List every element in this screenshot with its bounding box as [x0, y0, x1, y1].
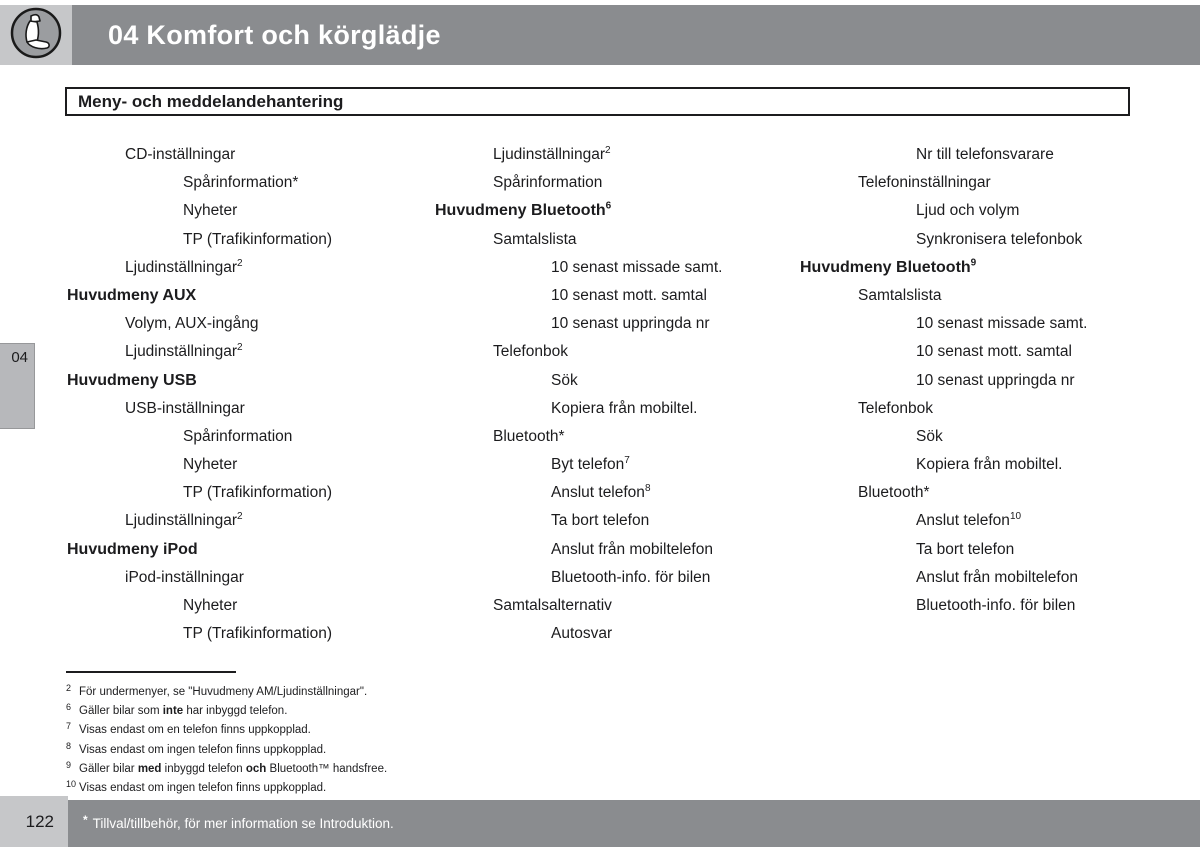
menu-item: Autosvar	[551, 625, 613, 643]
footer-note: Tillval/tillbehör, för mer information se Introduktion.	[92, 816, 394, 831]
footer-bar	[68, 800, 1200, 847]
menu-item: TP (Trafikinformation)	[183, 484, 333, 502]
menu-item: Sök	[551, 371, 578, 389]
menu-item: Spårinformation	[493, 174, 603, 192]
menu-item: Huvudmeny USB	[67, 371, 197, 389]
menu-item: Bluetooth*	[493, 427, 565, 445]
footnote: 7 Visas endast om en telefon finns uppkopplad.	[66, 721, 311, 737]
menu-item: Kopiera från mobiltel.	[551, 399, 698, 417]
menu-item: iPod-inställningar	[125, 568, 244, 586]
menu-item: Sök	[916, 427, 943, 445]
menu-column-1	[67, 141, 432, 648]
footnote: 9 Gäller bilar med inbyggd telefon och Bluetooth™ handsfree.	[66, 759, 388, 775]
menu-item: Samtalsalternativ	[493, 597, 612, 614]
menu-item: 10 senast uppringda nr	[916, 371, 1075, 389]
menu-item: Telefonbok	[493, 343, 568, 361]
menu-item: Kopiera från mobiltel.	[916, 456, 1063, 474]
menu-item: Ljudinställningar$^2$	[493, 144, 611, 163]
menu-item: Nr till telefonsvarare	[916, 146, 1054, 163]
chapter-header	[0, 5, 1200, 65]
menu-item: Ljudinställningar$^2$	[125, 342, 243, 361]
section-title-box	[65, 87, 1130, 116]
footnote: 2 För undermenyer, se "Huvudmeny AM/Ljudinställningar".	[66, 683, 368, 698]
menu-item: Anslut från mobiltelefon	[551, 540, 713, 558]
footnotes	[66, 671, 586, 796]
section-title: Meny- och meddelandehantering	[78, 91, 344, 111]
menu-item: Ljudinställningar$^2$	[125, 511, 243, 530]
menu-item: Spårinformation	[183, 427, 293, 445]
menu-item: 10 senast missade samt.	[551, 258, 723, 276]
menu-item: Huvudmeny AUX	[67, 286, 197, 304]
page-number-box	[0, 796, 68, 847]
menu-item: Telefonbok	[858, 399, 933, 417]
option-asterisk: *	[83, 812, 88, 827]
menu-column-2	[435, 141, 795, 648]
menu-column-3	[800, 141, 1198, 620]
menu-item: Bluetooth*	[858, 484, 930, 502]
menu-item: Byt telefon$^7$	[551, 454, 630, 474]
menu-item: USB-inställningar	[125, 399, 245, 417]
chapter-icon-box	[0, 5, 72, 65]
menu-item: Anslut telefon$^8$	[551, 483, 651, 502]
chapter-title-bar	[72, 5, 1200, 65]
menu-item: TP (Trafikinformation)	[183, 230, 333, 248]
menu-item: Nyheter	[183, 456, 238, 474]
menu-item: Huvudmeny iPod	[67, 540, 198, 558]
menu-item: Volym, AUX-ingång	[125, 315, 259, 333]
menu-item: Huvudmeny Bluetooth$^6$	[435, 201, 612, 220]
menu-item: 10 senast uppringda nr	[551, 315, 710, 333]
menu-item: Bluetooth-info. för bilen	[551, 568, 711, 586]
menu-item: Nyheter	[183, 597, 238, 614]
page-number: 122	[25, 811, 54, 831]
menu-item: Nyheter	[183, 202, 238, 220]
menu-item: Anslut telefon$^{10}$	[916, 511, 1022, 530]
menu-item: Ta bort telefon	[551, 512, 650, 530]
menu-item: Telefoninställningar	[858, 174, 991, 192]
menu-item: 10 senast mott. samtal	[551, 286, 707, 304]
menu-item: Anslut från mobiltelefon	[916, 568, 1078, 586]
menu-item: Samtalslista	[493, 230, 577, 248]
menu-item: TP (Trafikinformation)	[183, 625, 333, 643]
menu-item: Spårinformation*	[183, 174, 299, 192]
menu-item: Ta bort telefon	[916, 540, 1015, 558]
footnote-rule	[66, 671, 236, 673]
menu-item: Bluetooth-info. för bilen	[916, 597, 1076, 614]
chapter-title: 04 Komfort och körglädje	[108, 19, 441, 50]
menu-item: CD-inställningar	[125, 146, 236, 163]
menu-item: 10 senast mott. samtal	[916, 343, 1072, 361]
footnote-list	[66, 681, 586, 796]
menu-item: Huvudmeny Bluetooth$^9$	[800, 257, 977, 276]
chapter-side-tab-label: 04	[11, 349, 28, 366]
footnote: 6 Gäller bilar som inte har inbyggd telefon.	[66, 702, 288, 718]
menu-item: Synkronisera telefonbok	[916, 230, 1083, 248]
menu-item: Ljudinställningar$^2$	[125, 257, 243, 276]
menu-tree	[0, 141, 1200, 661]
menu-item: Samtalslista	[858, 286, 942, 304]
seat-icon	[9, 6, 63, 65]
menu-item: 10 senast missade samt.	[916, 315, 1088, 333]
footnote: 10 Visas endast om ingen telefon finns uppkopplad.	[66, 779, 327, 795]
footnote: 8 Visas endast om ingen telefon finns uppkopplad.	[66, 740, 327, 756]
menu-item: Ljud och volym	[916, 202, 1020, 220]
